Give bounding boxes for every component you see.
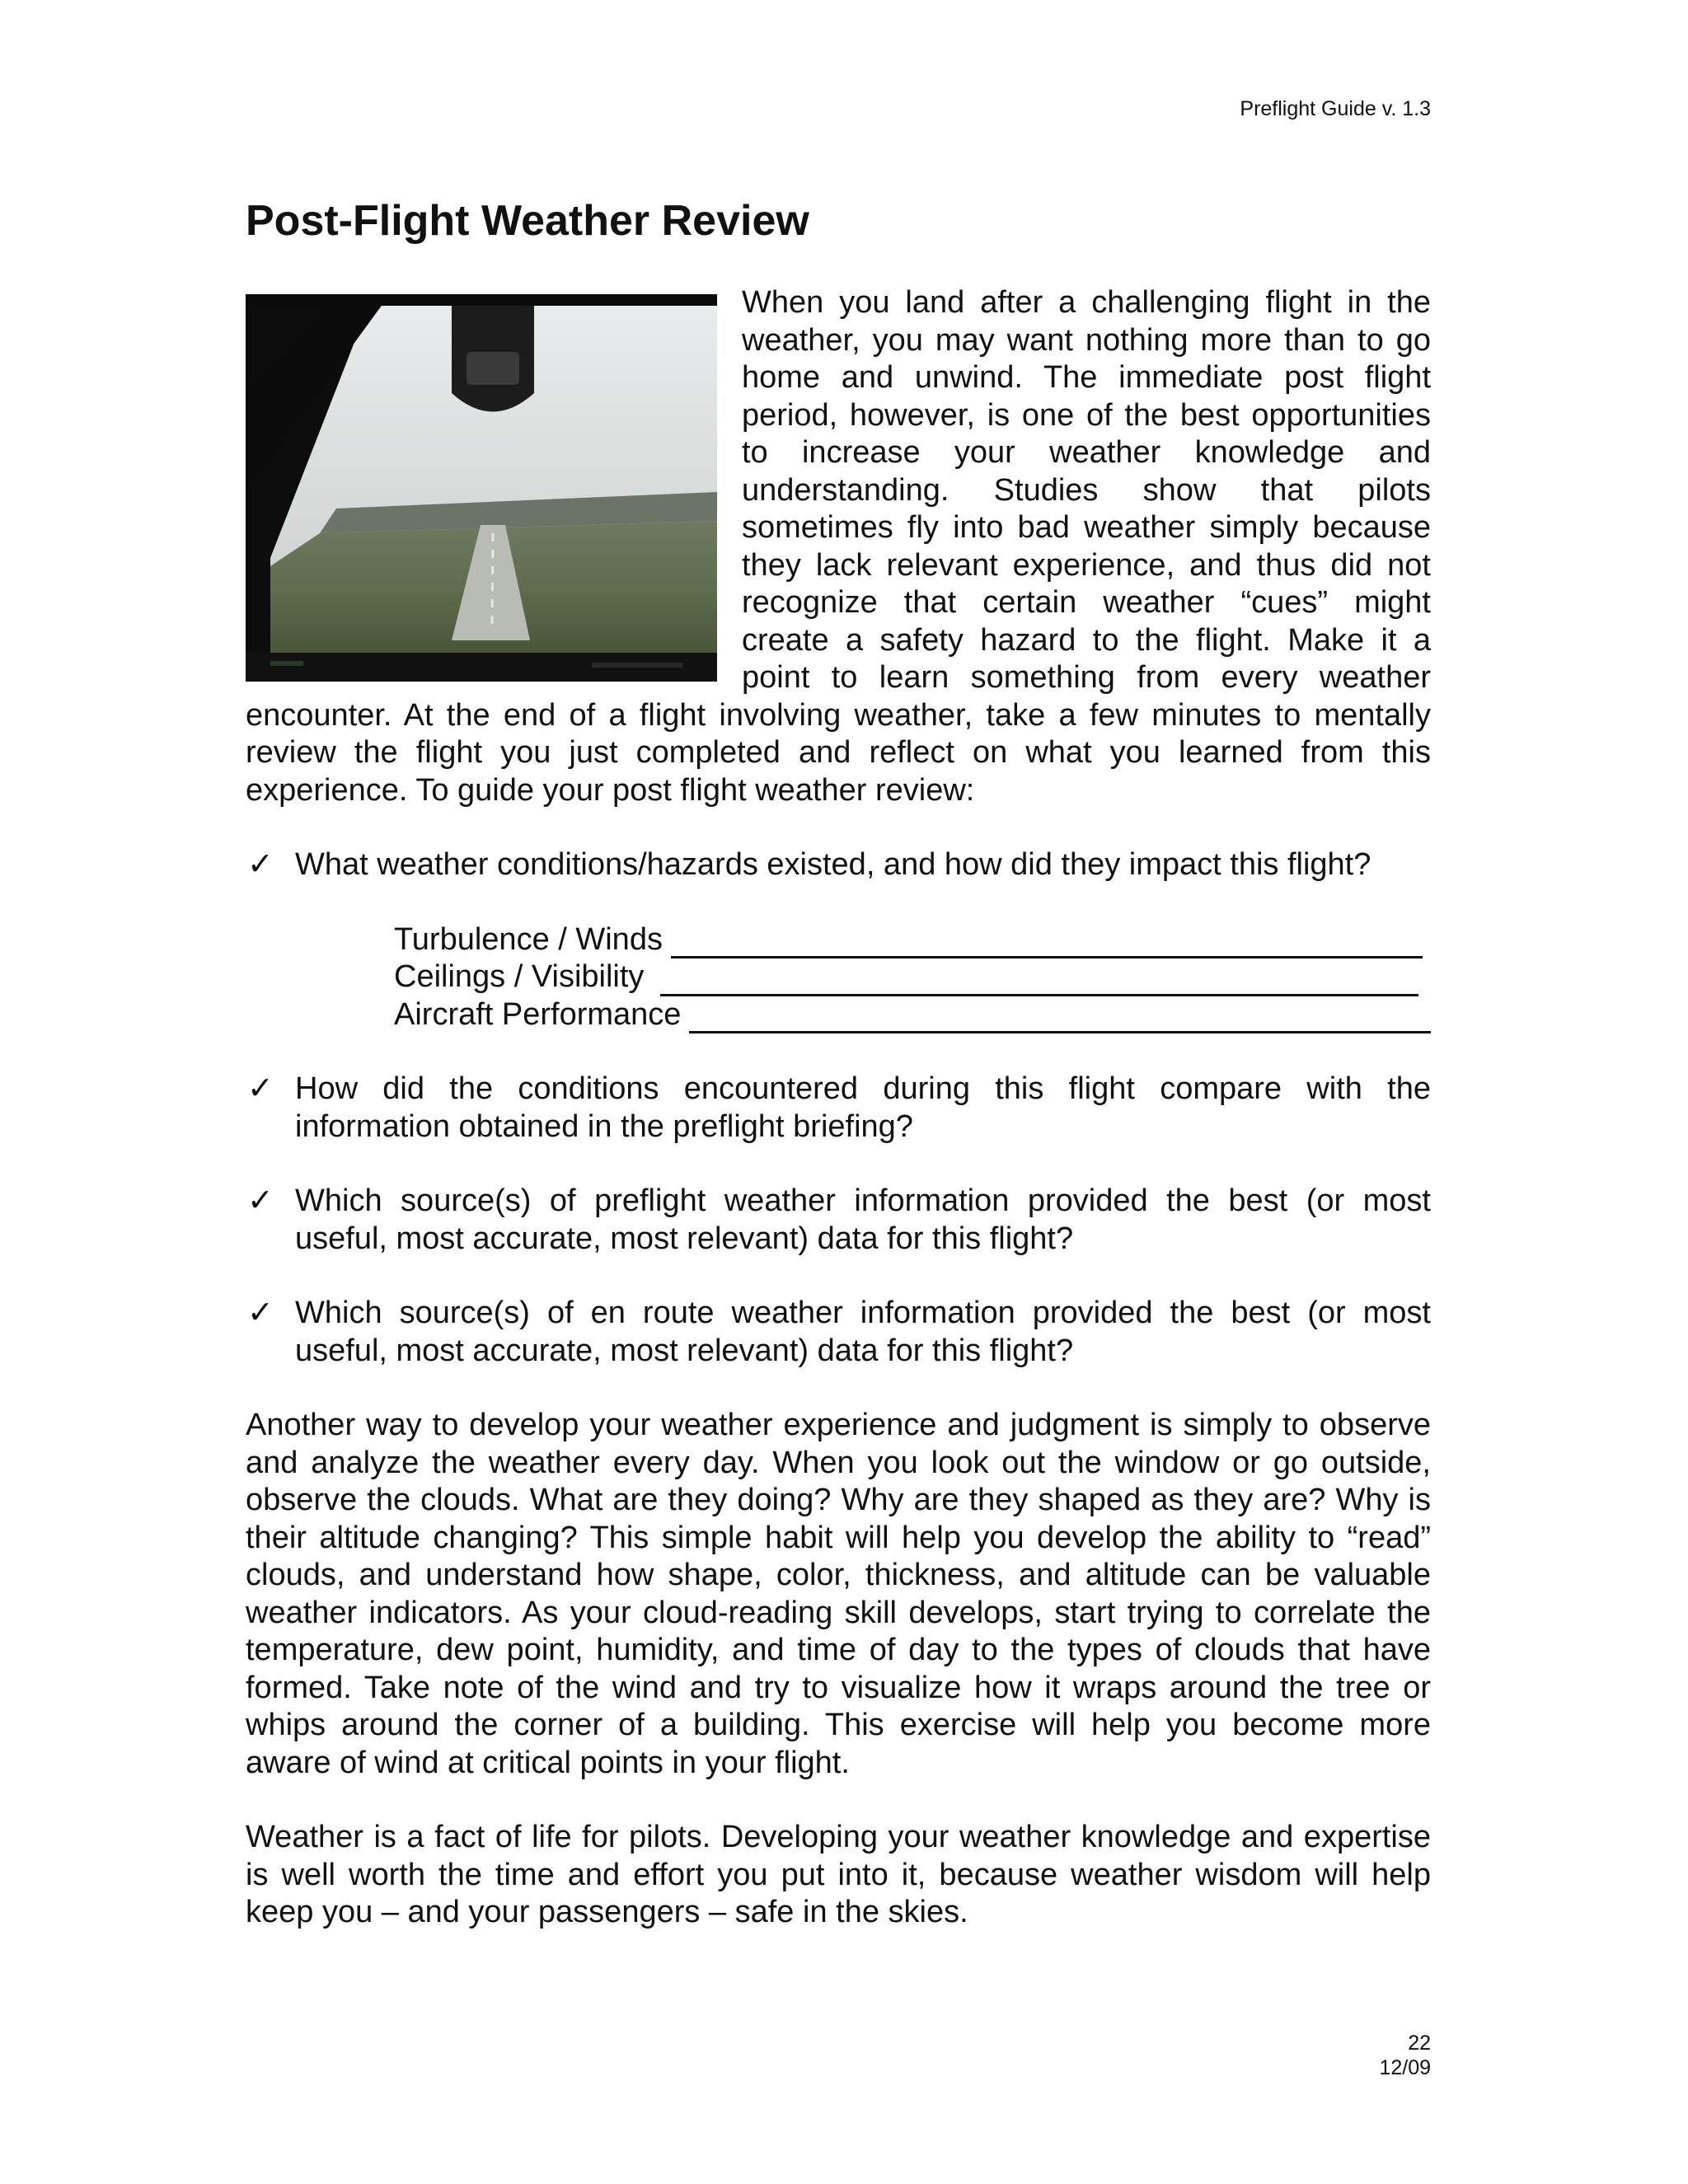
checklist-item [246, 1295, 1431, 1370]
fill-in-fields [394, 921, 1431, 1034]
main-content [246, 284, 1431, 1932]
observation-paragraph: Another way to develop your weather experience and judgment is simply to observe and analyze the weather every day. When you look out the window or go outside, observe the clouds. What are they doing? Why are they shaped as they are? Why is their altitude changing? This simple habit will help you develop the ability to “read” clouds, and understand how shape, color, thickness, and altitude can be valuable weather indicators. As your cloud-reading skill develops, start trying to correlate the temperature, dew point, humidity, and time of day to the types of clouds that have formed. Take note of the wind and try to visualize how it wraps around the tree or whips around the corner of a building. This exercise will help you become more aware of wind at critical points in your flight. [246, 1408, 1431, 1780]
checklist-item-text: Which source(s) of en route weather information provided the best (or most useful, most accurate, most relevant) data for this flight? [295, 1296, 1431, 1368]
checklist-item [246, 1071, 1431, 1146]
field-label: Ceilings / Visibility [394, 959, 645, 994]
checkmark-icon: ✓ [247, 1071, 274, 1106]
checklist-item-text: What weather conditions/hazards existed, and how did they impact this flight? [295, 847, 1372, 882]
ceilings-visibility-blank[interactable] [660, 966, 1418, 996]
aircraft-performance-blank[interactable] [689, 1003, 1431, 1033]
cockpit-runway-photo [246, 294, 717, 682]
checklist-item [246, 1183, 1431, 1258]
field-row-ceilings [394, 958, 1431, 996]
field-row-turbulence [394, 921, 1431, 959]
page-title: Post-Flight Weather Review [246, 197, 809, 245]
field-row-aircraft [394, 996, 1431, 1034]
cockpit-view-illustration [246, 294, 717, 682]
checklist-item-text: How did the conditions encountered during this flight compare with the information obtained in the preflight briefing? [295, 1071, 1431, 1144]
checkmark-icon: ✓ [247, 1296, 274, 1330]
document-version-label: Preflight Guide v. 1.3 [1240, 97, 1431, 120]
checkmark-icon: ✓ [247, 847, 274, 882]
checklist-item-text: Which source(s) of preflight weather information provided the best (or most useful, most accurate, most relevant) data for this flight? [295, 1183, 1431, 1256]
closing-paragraph: Weather is a fact of life for pilots. Developing your weather knowledge and expertise is well worth the time and effort you put into it, because weather wisdom will help keep you – and your passengers – safe in the skies. [246, 1820, 1431, 1929]
review-checklist [246, 846, 1431, 1370]
checklist-item [246, 846, 1431, 1033]
page-footer [1379, 2031, 1431, 2080]
field-label: Turbulence / Winds [394, 921, 663, 957]
revision-date: 12/09 [1379, 2056, 1431, 2079]
intro-paragraph: When you land after a challenging flight in the weather, you may want nothing more than to go home and unwind. The immediate post flight period, however, is one of the best opportunities to increase your weather knowledge and understanding. Studies show that pilots sometimes fly into bad weather simply because they lack relevant experience, and thus did not recognize that certain weather “cues” might create a safety hazard to the flight. Make it a point to learn something from every weather encounter. At the end of a flight involving weather, take a few minutes to mentally review the flight you just completed and reflect on what you learned from this experience. To guide your post flight weather review: [246, 285, 1431, 808]
page-number: 22 [1408, 2032, 1431, 2055]
turbulence-winds-blank[interactable] [671, 928, 1423, 958]
checkmark-icon: ✓ [247, 1183, 274, 1218]
field-label: Aircraft Performance [394, 996, 682, 1032]
